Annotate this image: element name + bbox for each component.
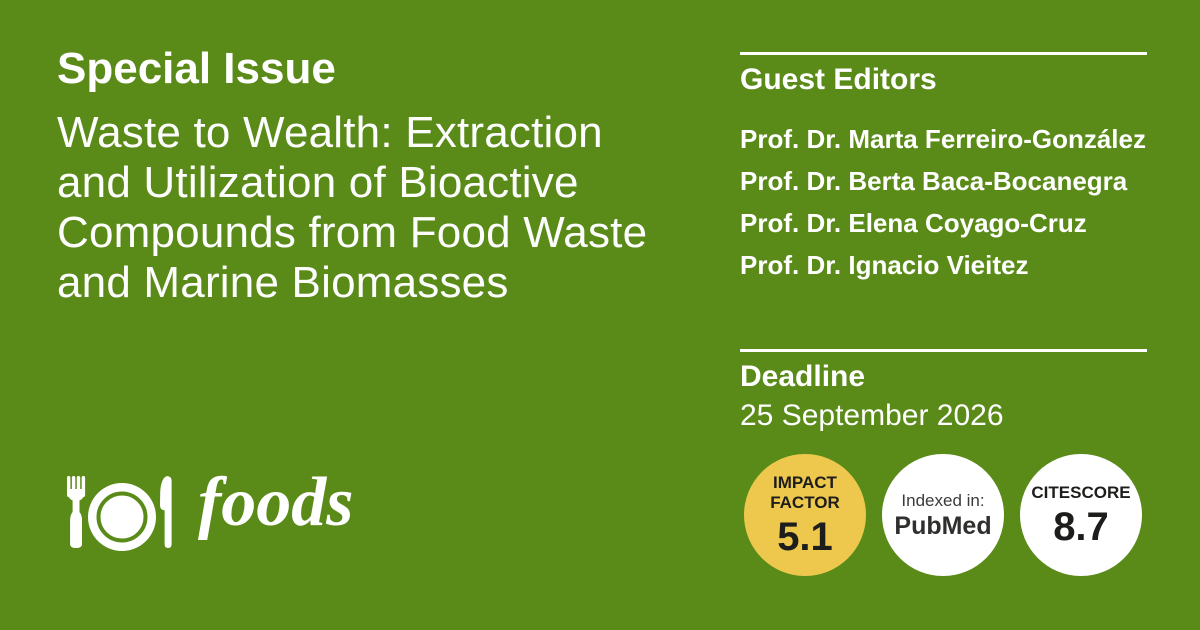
citescore-badge <box>1020 454 1142 576</box>
metric-badges <box>744 454 1142 576</box>
title-line: and Utilization of Bioactive <box>57 158 579 207</box>
guest-editor: Prof. Dr. Marta Ferreiro-González <box>740 124 1146 154</box>
impact-factor-badge <box>744 454 866 576</box>
deadline-date: 25 September 2026 <box>740 399 1004 432</box>
citescore-value: 8.7 <box>1053 504 1109 549</box>
guest-editor: Prof. Dr. Ignacio Vieitez <box>740 250 1029 280</box>
divider-line <box>740 349 1147 352</box>
title-line: Compounds from Food Waste <box>57 208 648 257</box>
indexed-in-value: PubMed <box>894 512 992 540</box>
journal-name: foods <box>198 464 354 541</box>
title-line: and Marine Biomasses <box>57 258 509 307</box>
impact-factor-label: FACTOR <box>770 492 840 512</box>
indexed-in-label: Indexed in: <box>901 491 985 510</box>
guest-editor: Prof. Dr. Berta Baca-Bocanegra <box>740 166 1128 196</box>
guest-editors-heading: Guest Editors <box>740 63 937 96</box>
citescore-label: CITESCORE <box>1031 482 1131 502</box>
fork-plate-knife-icon <box>66 476 176 552</box>
kicker-special-issue: Special Issue <box>57 44 336 93</box>
title-line: Waste to Wealth: Extraction <box>57 108 603 157</box>
special-issue-title <box>57 108 647 308</box>
impact-factor-label: IMPACT <box>773 472 837 492</box>
deadline-heading: Deadline <box>740 360 866 393</box>
divider-line <box>740 52 1147 55</box>
impact-factor-value: 5.1 <box>777 514 833 559</box>
indexed-in-badge <box>882 454 1004 576</box>
guest-editor: Prof. Dr. Elena Coyago-Cruz <box>740 208 1087 238</box>
guest-editor-list <box>740 118 1146 286</box>
